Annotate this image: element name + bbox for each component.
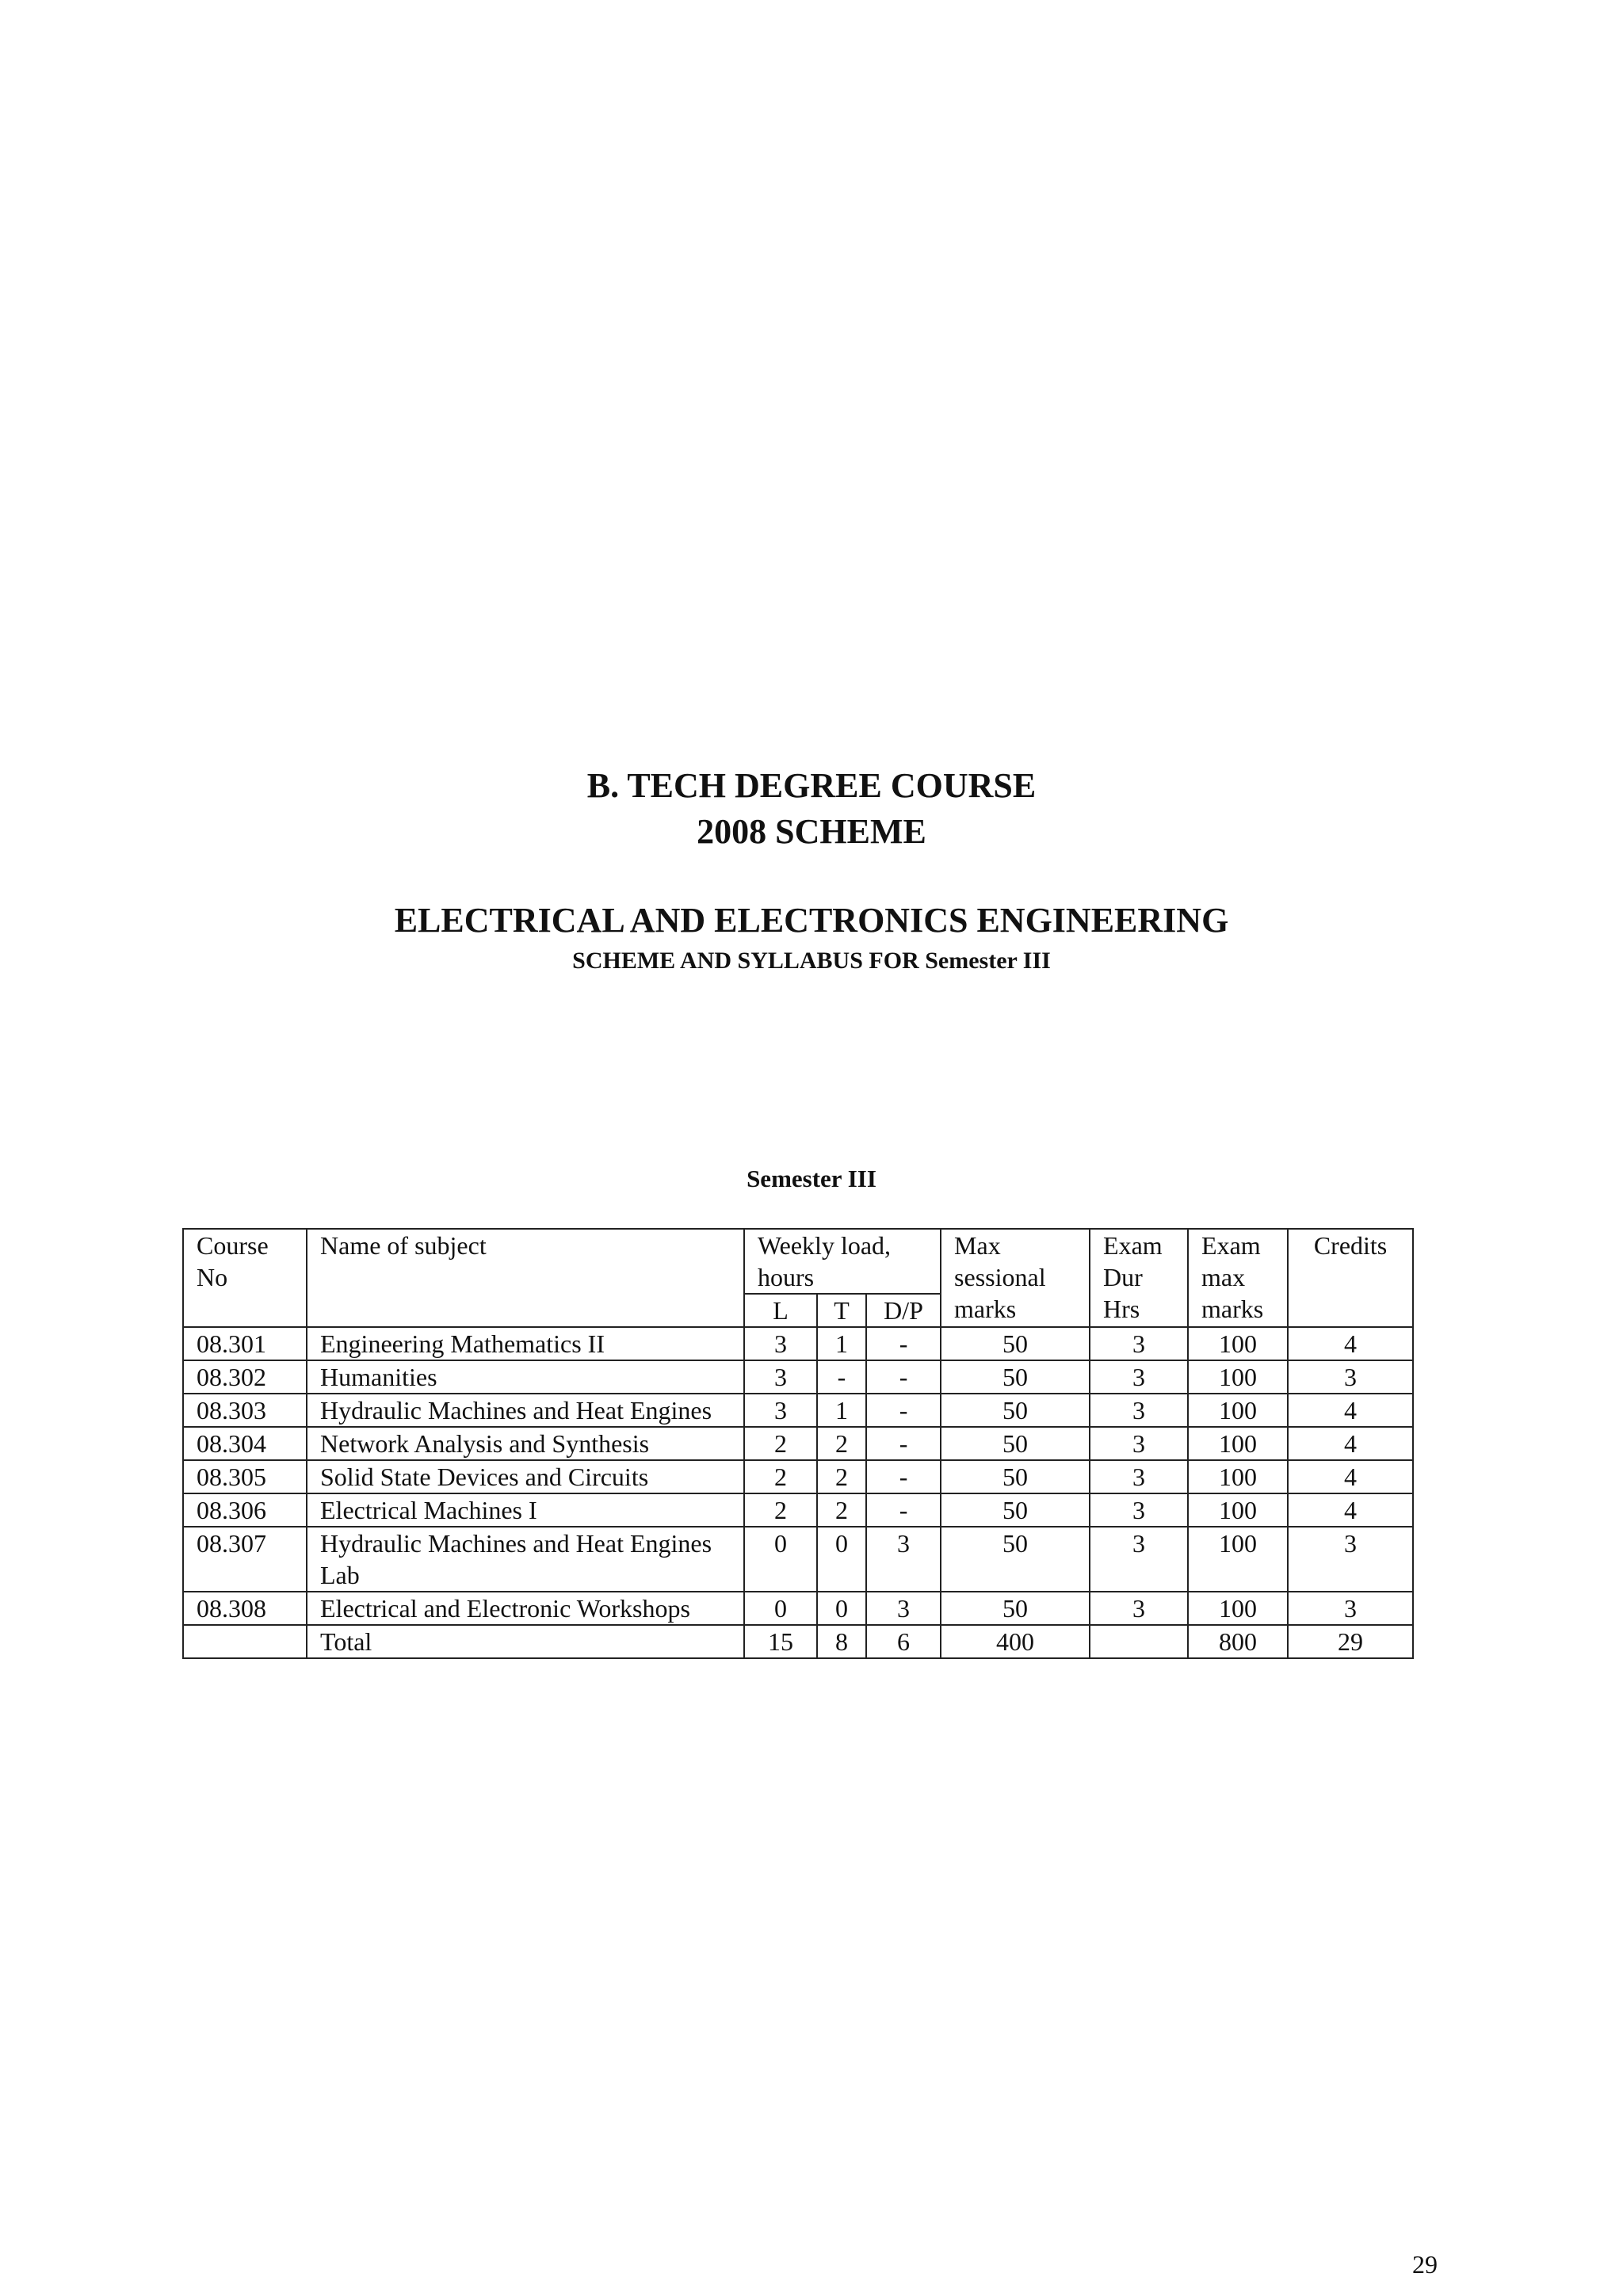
cell-course-no (183, 1625, 307, 1658)
cell-exam-max: 800 (1188, 1625, 1288, 1658)
header-credits: Credits (1288, 1229, 1413, 1327)
cell-dp: 6 (866, 1625, 941, 1658)
cell-l: 2 (744, 1460, 817, 1493)
cell-exam-dur: 3 (1090, 1427, 1188, 1460)
header-row (183, 1229, 1413, 1294)
cell-max-sessional: 50 (941, 1427, 1090, 1460)
cell-t: 2 (817, 1460, 866, 1493)
cell-l: 2 (744, 1493, 817, 1527)
semester-label: Semester III (747, 1165, 876, 1192)
cell-dp: 3 (866, 1527, 941, 1592)
scheme-year: 2008 SCHEME (697, 812, 926, 851)
cell-credits: 29 (1288, 1625, 1413, 1658)
cell-dp: - (866, 1493, 941, 1527)
cell-t: 0 (817, 1527, 866, 1592)
header-exam-dur: Exam Dur Hrs (1090, 1229, 1188, 1327)
cell-exam-max: 100 (1188, 1394, 1288, 1427)
cell-dp: - (866, 1360, 941, 1394)
cell-subject: Humanities (307, 1360, 744, 1394)
cell-max-sessional: 50 (941, 1592, 1090, 1625)
cell-exam-dur: 3 (1090, 1327, 1188, 1360)
cell-l: 3 (744, 1327, 817, 1360)
scheme-table (182, 1228, 1414, 1659)
cell-exam-dur: 3 (1090, 1394, 1188, 1427)
cell-subject: Solid State Devices and Circuits (307, 1460, 744, 1493)
cell-max-sessional: 400 (941, 1625, 1090, 1658)
table-row (183, 1592, 1413, 1625)
cell-exam-dur: 3 (1090, 1592, 1188, 1625)
cell-course-no: 08.306 (183, 1493, 307, 1527)
cell-t: 1 (817, 1327, 866, 1360)
cell-t: 2 (817, 1493, 866, 1527)
cell-t: - (817, 1360, 866, 1394)
header-max-sessional: Max sessional marks (941, 1229, 1090, 1327)
cell-course-no: 08.308 (183, 1592, 307, 1625)
cell-exam-dur: 3 (1090, 1527, 1188, 1592)
cell-exam-max: 100 (1188, 1493, 1288, 1527)
cell-course-no: 08.301 (183, 1327, 307, 1360)
cell-exam-max: 100 (1188, 1592, 1288, 1625)
cell-credits: 3 (1288, 1360, 1413, 1394)
cell-subject: Engineering Mathematics II (307, 1327, 744, 1360)
header-exam-max: Exam max marks (1188, 1229, 1288, 1327)
cell-dp: - (866, 1460, 941, 1493)
cell-l: 3 (744, 1360, 817, 1394)
document-title: B. TECH DEGREE COURSE (586, 766, 1037, 805)
cell-max-sessional: 50 (941, 1360, 1090, 1394)
cell-exam-dur: 3 (1090, 1360, 1188, 1394)
table-row (183, 1427, 1413, 1460)
cell-max-sessional: 50 (941, 1394, 1090, 1427)
header-subject: Name of subject (307, 1229, 744, 1327)
table-row (183, 1527, 1413, 1592)
cell-exam-max: 100 (1188, 1427, 1288, 1460)
table-row (183, 1394, 1413, 1427)
cell-exam-max: 100 (1188, 1327, 1288, 1360)
cell-exam-dur (1090, 1625, 1188, 1658)
cell-credits: 4 (1288, 1460, 1413, 1493)
cell-exam-dur: 3 (1090, 1460, 1188, 1493)
table-row (183, 1360, 1413, 1394)
cell-credits: 4 (1288, 1394, 1413, 1427)
cell-t: 1 (817, 1394, 866, 1427)
cell-dp: - (866, 1427, 941, 1460)
cell-exam-max: 100 (1188, 1527, 1288, 1592)
cell-course-no: 08.305 (183, 1460, 307, 1493)
cell-credits: 4 (1288, 1493, 1413, 1527)
cell-max-sessional: 50 (941, 1327, 1090, 1360)
cell-course-no: 08.303 (183, 1394, 307, 1427)
cell-exam-max: 100 (1188, 1360, 1288, 1394)
cell-max-sessional: 50 (941, 1527, 1090, 1592)
cell-max-sessional: 50 (941, 1460, 1090, 1493)
cell-subject: Network Analysis and Synthesis (307, 1427, 744, 1460)
table-row (183, 1327, 1413, 1360)
header-dp: D/P (866, 1294, 941, 1327)
syllabus-subtitle: SCHEME AND SYLLABUS FOR Semester III (572, 948, 1051, 974)
header-course-no: Course No (183, 1229, 307, 1327)
table-row (183, 1460, 1413, 1493)
cell-dp: - (866, 1394, 941, 1427)
cell-t: 2 (817, 1427, 866, 1460)
cell-subject: Hydraulic Machines and Heat Engines Lab (307, 1527, 744, 1592)
cell-l: 3 (744, 1394, 817, 1427)
cell-credits: 4 (1288, 1327, 1413, 1360)
cell-l: 0 (744, 1527, 817, 1592)
cell-t: 8 (817, 1625, 866, 1658)
cell-max-sessional: 50 (941, 1493, 1090, 1527)
cell-subject: Hydraulic Machines and Heat Engines (307, 1394, 744, 1427)
cell-credits: 3 (1288, 1592, 1413, 1625)
cell-exam-dur: 3 (1090, 1493, 1188, 1527)
cell-subject: Total (307, 1625, 744, 1658)
header-l: L (744, 1294, 817, 1327)
cell-course-no: 08.304 (183, 1427, 307, 1460)
cell-t: 0 (817, 1592, 866, 1625)
total-row (183, 1625, 1413, 1658)
cell-subject: Electrical and Electronic Workshops (307, 1592, 744, 1625)
cell-l: 15 (744, 1625, 817, 1658)
department-title: ELECTRICAL AND ELECTRONICS ENGINEERING (394, 901, 1229, 940)
header-t: T (817, 1294, 866, 1327)
cell-subject: Electrical Machines I (307, 1493, 744, 1527)
cell-dp: 3 (866, 1592, 941, 1625)
cell-l: 0 (744, 1592, 817, 1625)
cell-credits: 4 (1288, 1427, 1413, 1460)
table-row (183, 1493, 1413, 1527)
cell-exam-max: 100 (1188, 1460, 1288, 1493)
page-number: 29 (1412, 2250, 1438, 2279)
header-weekly-load: Weekly load, hours (744, 1229, 941, 1294)
cell-course-no: 08.302 (183, 1360, 307, 1394)
cell-course-no: 08.307 (183, 1527, 307, 1592)
cell-l: 2 (744, 1427, 817, 1460)
cell-credits: 3 (1288, 1527, 1413, 1592)
cell-dp: - (866, 1327, 941, 1360)
